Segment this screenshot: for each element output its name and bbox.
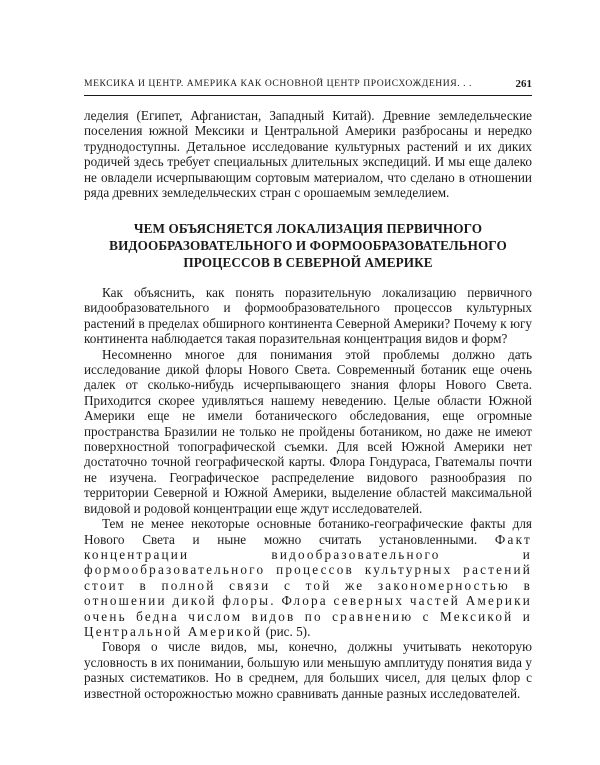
page-number: 261: [515, 78, 532, 90]
running-head: [84, 78, 532, 93]
paragraph-3-emphasis: Факт концентрации видообразовательного и формообразовательного процессов культурных растений стоит в полной связи с той же закономерностью в отношении дикой флоры. Флора северных частей Америки очень бедна числом видов по сравнению с Мексикой и Центральной Америкой: [84, 531, 532, 639]
paragraph-2: Несомненно многое для понимания этой проблемы должно дать исследование дикой флоры Нового Света. Современный ботаник еще очень далек от сколько-нибудь исчерпывающего знания флоры Нового Света. Приходится скорее удивляться нашему неведению. Целые области Южной Америки еще не имели ботанического обследования, еще огромные пространства Бразилии не только не пройдены ботаником, но даже не имеют поверхностной топографической съемки. Для всей Южной Америки нет достаточно точной географической карты. Флора Гондураса, Гватемалы почти не изучена. Географическое распределение видового разнообразия по территории Северной и Южной Америки, выделение областей максимальной видовой и родовой концентрации еще ждут исследователей.: [84, 346, 532, 516]
heading-line-1: ЧЕМ ОБЪЯСНЯЕТСЯ ЛОКАЛИЗАЦИЯ ПЕРВИЧНОГО: [133, 221, 483, 236]
heading-line-2: ВИДООБРАЗОВАТЕЛЬНОГО И ФОРМООБРАЗОВАТЕЛЬНОГО: [109, 238, 507, 253]
continuation-text: [84, 108, 532, 200]
paragraph-3-lead: Тем не менее некоторые основные ботанико-географические факты для Нового Света и ныне можно считать установленными.: [84, 516, 532, 547]
section-heading: [84, 220, 532, 271]
continuation-paragraph: леделия (Египет, Афганистан, Западный Китай). Древние земледельческие поселения южной Мексики и Центральной Америки разбросаны и нередко труднодоступны. Детальное исследование культурных растений и их диких родичей здесь требует специальных длительных экспедиций. И мы еще далеко не овладели исчерпывающим сортовым материалом, что сделано в отношении ряда древних земледельческих стран с орошаемым земледелием.: [84, 108, 532, 201]
section-body: [84, 285, 532, 701]
header-rule: [84, 95, 532, 96]
paragraph-4: Говоря о числе видов, мы, конечно, должны учитывать некоторую условность в их понимании, большую или меньшую амплитуду понятия вида у разных систематиков. Но в среднем, для больших чисел, для целых флор с известной осторожностью можно сравнивать данные разных исследователей.: [84, 639, 532, 701]
heading-line-3: ПРОЦЕССОВ В СЕВЕРНОЙ АМЕРИКЕ: [183, 255, 433, 270]
paragraph-3-figure-ref: (рис. 5).: [265, 623, 311, 639]
paragraph-1: Как объяснить, как понять поразительную локализацию первичного видообразовательного и формообразовательного процессов культурных растений в пределах обширного континента Северной Америки? Почему к югу континента наблюдается такая поразительная концентрация видов и форм?: [84, 285, 532, 347]
running-title: МЕКСИКА И ЦЕНТР. АМЕРИКА КАК ОСНОВНОЙ ЦЕНТР ПРОИСХОЖДЕНИЯ. . .: [84, 78, 472, 89]
paragraph-3: [84, 516, 532, 639]
